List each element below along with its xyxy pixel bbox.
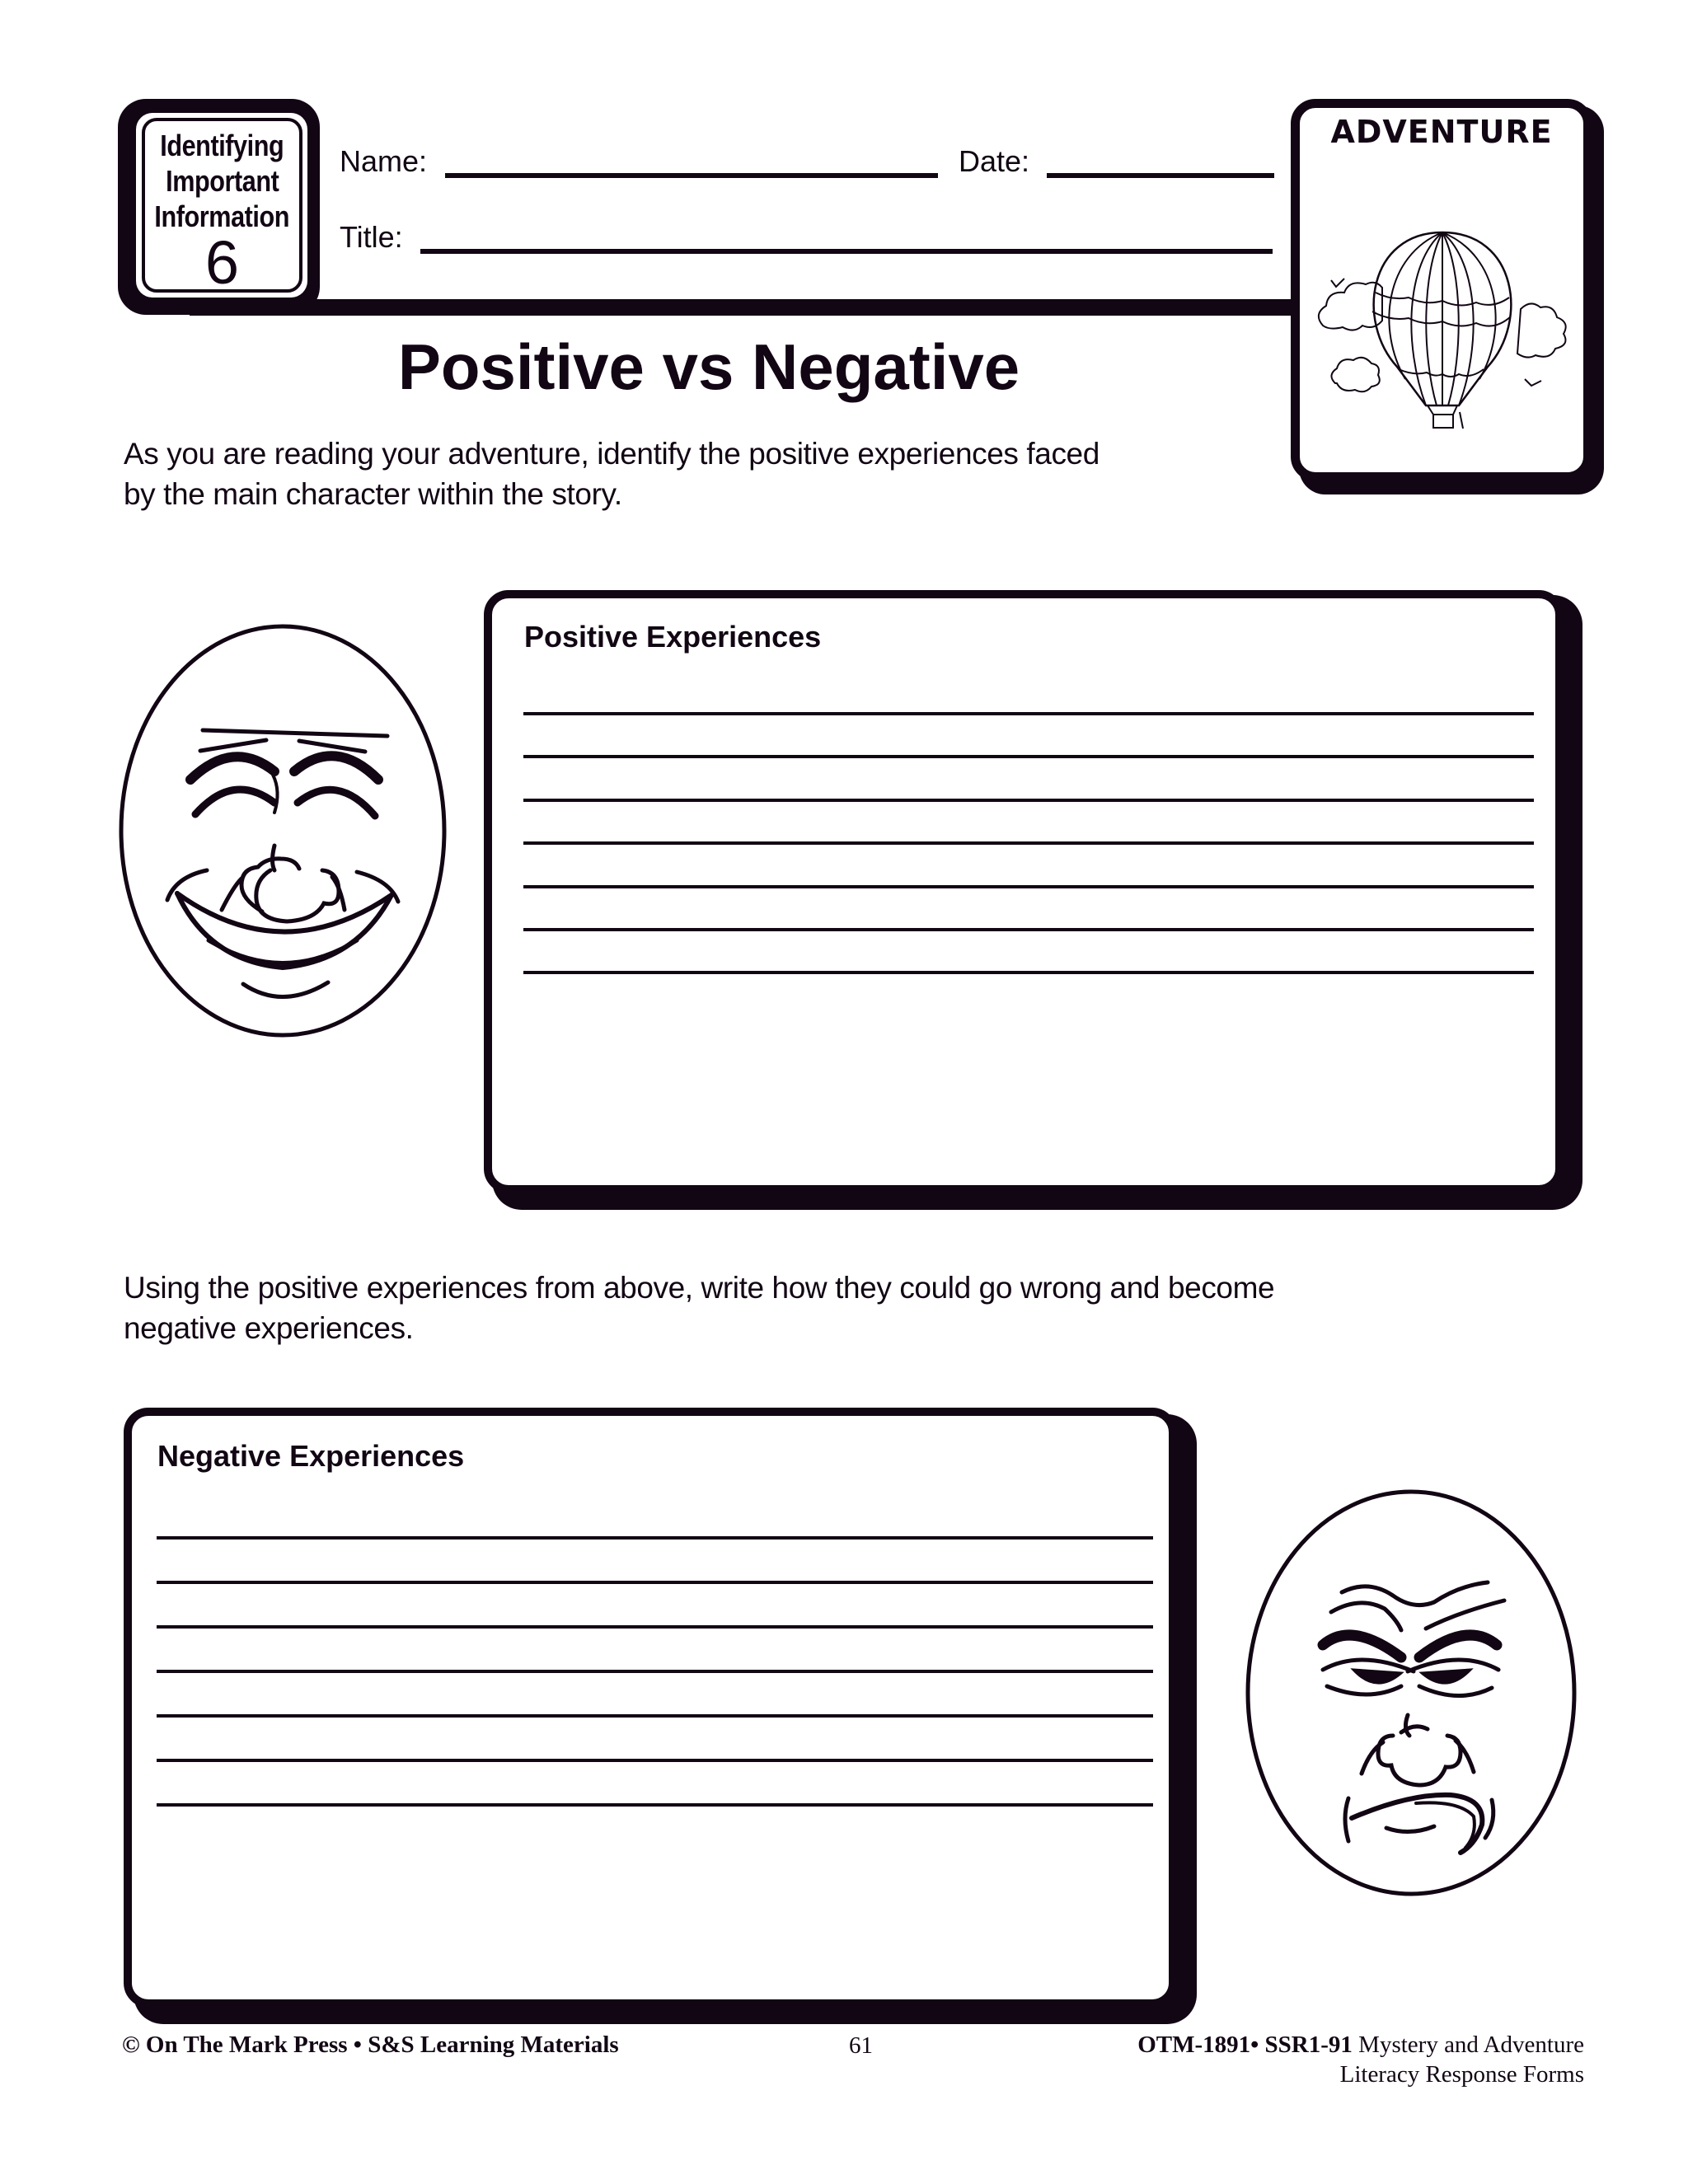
negative-line-3[interactable] <box>157 1625 1153 1629</box>
title-label: Title: <box>340 220 403 254</box>
positive-line-3[interactable] <box>523 799 1534 802</box>
positive-line-6[interactable] <box>523 928 1534 931</box>
instructions-negative <box>124 1268 1274 1348</box>
lesson-number: 6 <box>204 228 240 297</box>
negative-line-1[interactable] <box>157 1536 1153 1540</box>
product-line-1 <box>1137 2030 1584 2060</box>
positive-box-heading: Positive Experiences <box>524 620 822 654</box>
positive-line-1[interactable] <box>523 712 1534 715</box>
negative-experiences-box <box>124 1408 1177 2008</box>
instructions-negative-line-2: negative experiences. <box>124 1311 414 1345</box>
genre-label: ADVENTURE <box>1330 114 1553 150</box>
instructions-positive-line-1: As you are reading your adventure, identify the positive experiences faced <box>124 437 1100 471</box>
positive-line-7[interactable] <box>523 971 1534 974</box>
instructions-negative-line-1: Using the positive experiences from above, write how they could go wrong and become <box>124 1271 1275 1305</box>
positive-line-5[interactable] <box>523 885 1534 888</box>
name-field[interactable] <box>445 173 938 178</box>
negative-line-2[interactable] <box>157 1581 1153 1584</box>
instructions-positive <box>124 434 1100 514</box>
product-code: OTM-1891• SSR1-91 <box>1137 2032 1353 2058</box>
page-number: 61 <box>849 2032 873 2059</box>
positive-line-4[interactable] <box>523 841 1534 845</box>
negative-box-heading: Negative Experiences <box>157 1439 465 1473</box>
title-field[interactable] <box>420 249 1273 254</box>
name-label: Name: <box>340 144 428 178</box>
positive-line-2[interactable] <box>523 755 1534 758</box>
page-title: Positive vs Negative <box>397 330 1020 403</box>
hot-air-balloon-icon <box>1306 181 1578 429</box>
instructions-positive-line-2: by the main character within the story. <box>124 477 622 511</box>
lesson-category-line-3: Information <box>154 199 290 233</box>
negative-line-4[interactable] <box>157 1670 1153 1673</box>
negative-line-5[interactable] <box>157 1714 1153 1718</box>
negative-line-6[interactable] <box>157 1759 1153 1762</box>
laughing-face-icon <box>118 623 448 1038</box>
copyright-notice: © On The Mark Press • S&S Learning Materials <box>122 2032 619 2058</box>
date-label: Date: <box>959 144 1030 178</box>
positive-experiences-box <box>484 590 1564 1193</box>
lesson-badge <box>142 118 302 297</box>
negative-line-7[interactable] <box>157 1803 1153 1807</box>
product-title-1: Mystery and Adventure <box>1352 2032 1584 2058</box>
angry-face-icon <box>1245 1488 1578 1897</box>
date-field[interactable] <box>1047 173 1274 178</box>
lesson-category-line-2: Important <box>165 164 279 198</box>
lesson-category-line-1: Identifying <box>160 129 284 162</box>
header-band <box>190 299 1298 316</box>
product-title-2: Literacy Response Forms <box>1339 2061 1584 2088</box>
